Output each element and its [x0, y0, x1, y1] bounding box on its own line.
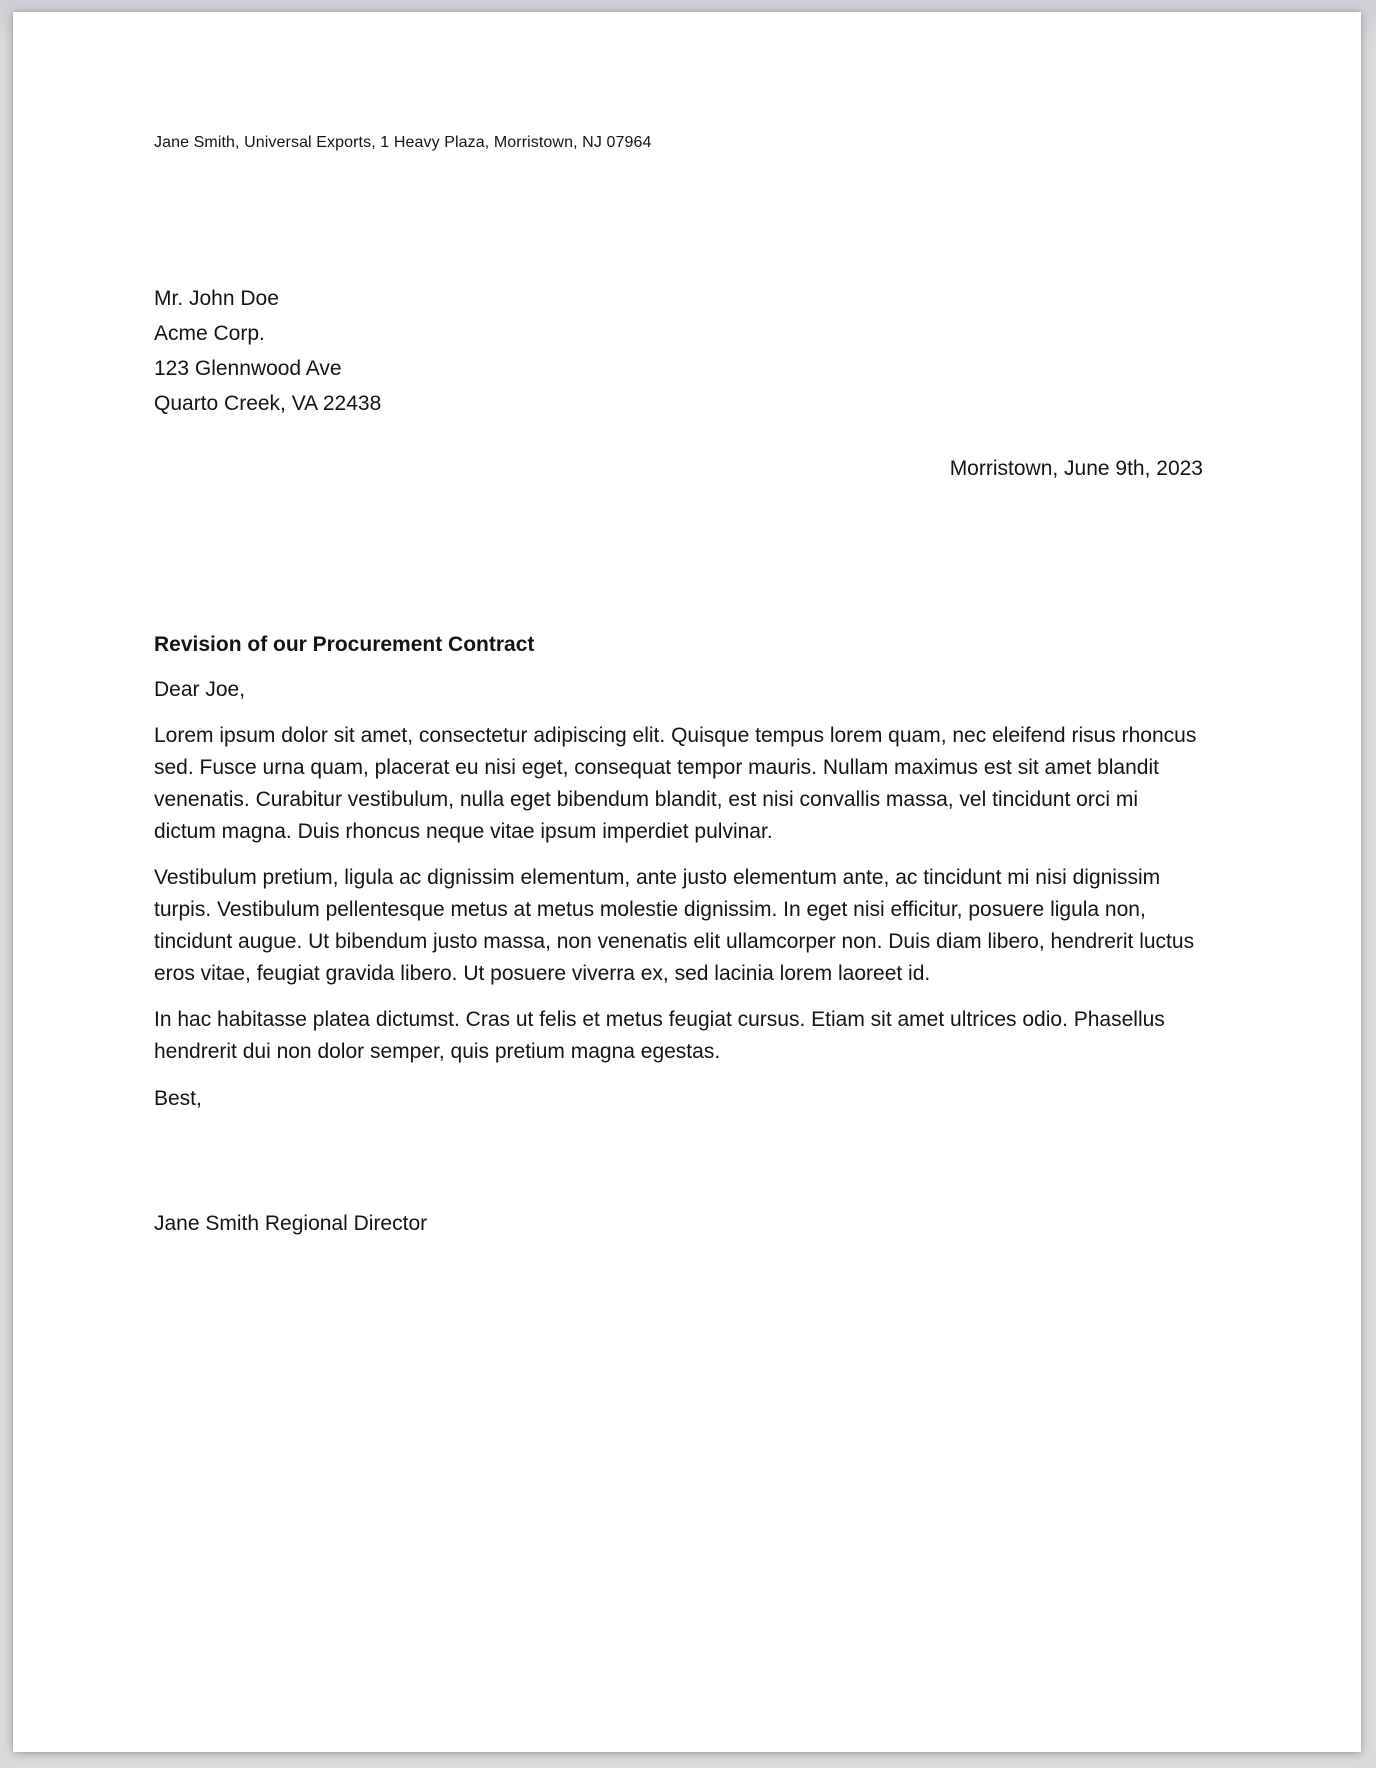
signature-name: Jane Smith Regional Director	[154, 1212, 428, 1235]
recipient-company-line: Acme Corp.	[154, 322, 265, 345]
recipient-city-line: Quarto Creek, VA 22438	[154, 392, 382, 415]
recipient-address	[154, 281, 1203, 421]
letter-body	[154, 720, 1203, 1068]
closing: Best,	[154, 1087, 202, 1110]
letter-content	[13, 133, 1361, 1240]
date-line: Morristown, June 9th, 2023	[949, 457, 1203, 480]
sender-return-address: Jane Smith, Universal Exports, 1 Heavy Plaza, Morristown, NJ 07964	[154, 134, 652, 151]
salutation: Dear Joe,	[154, 678, 246, 701]
recipient-street-line: 123 Glennwood Ave	[154, 357, 342, 380]
letter-page	[13, 12, 1361, 1752]
subject-line: Revision of our Procurement Contract	[154, 633, 535, 656]
body-paragraph: Lorem ipsum dolor sit amet, consectetur adipiscing elit. Quisque tempus lorem quam, nec eleifend risus rhoncus sed. Fusce urna quam, placerat eu nisi eget, consequat tempor mauris. Nullam maximus est sit amet blandit venenatis. Curabitur vestibulum, nulla eget bibendum blandit, est nisi convallis massa, vel tincidunt orci mi dictum magna. Duis rhoncus neque vitae ipsum imperdiet pulvinar.	[154, 724, 1197, 843]
body-paragraph: In hac habitasse platea dictumst. Cras ut felis et metus feugiat cursus. Etiam sit amet ultrices odio. Phasellus hendrerit dui non dolor semper, quis pretium magna egestas.	[154, 1008, 1165, 1063]
body-paragraph: Vestibulum pretium, ligula ac dignissim elementum, ante justo elementum ante, ac tincidunt mi nisi dignissim turpis. Vestibulum pellentesque metus at metus molestie dignissim. In eget nisi efficitur, posuere ligula non, tincidunt augue. Ut bibendum justo massa, non venenatis elit ullamcorper non. Duis diam libero, hendrerit luctus eros vitae, feugiat gravida libero. Ut posuere viverra ex, sed lacinia lorem laoreet id.	[154, 866, 1195, 985]
recipient-name-line: Mr. John Doe	[154, 287, 279, 310]
